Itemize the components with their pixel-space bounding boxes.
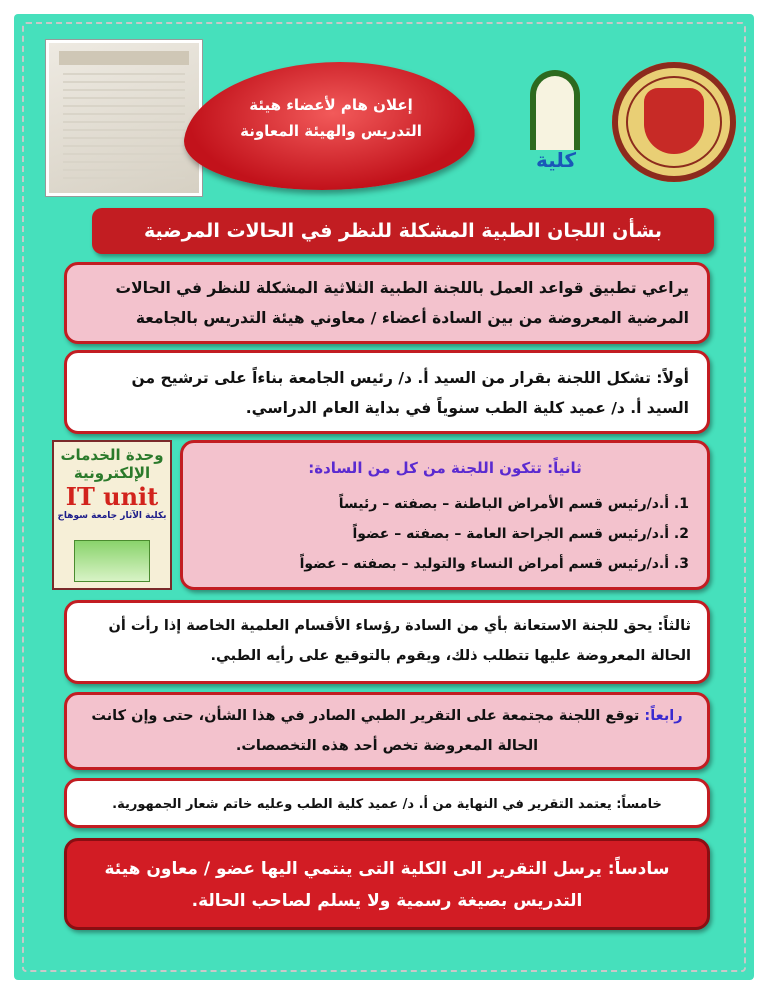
first-clause: أولاً: تشكل اللجنة بقرار من السيد أ. د/ رئيس الجامعة بناءاً على ترشيح من السيد أ. د/ عميد كلية الطب سنوياً في بداية العام الدراسي. [64, 350, 710, 434]
unit-line-3: IT unit [65, 482, 159, 511]
second-heading: ثانياً: تتكون اللجنة من كل من السادة: [308, 459, 582, 477]
second-clause [180, 440, 710, 590]
subtitle-text: بشأن اللجان الطبية المشكلة للنظر في الحالات المرضية [143, 220, 662, 242]
fourth-text: توقع اللجنة مجتمعة على التقرير الطبي الصادر في هذا الشأن، حتى وإن كانت الحالة المعروضة تخص أحد هذه التخصصات. [91, 708, 640, 754]
document-photo [46, 40, 202, 196]
it-unit-logo [52, 440, 172, 590]
list-item: 1. أ.د/رئيس قسم الأمراض الباطنة – بصفته – رئيساً [338, 496, 689, 512]
third-clause: ثالثاً: يحق للجنة الاستعانة بأي من السادة رؤساء الأقسام العلمية الخاصة إذا رأت أن الحالة المعروضة عليها تتطلب ذلك، ويقوم بالتوقيع على رأيه الطبي. [64, 600, 710, 684]
college-logo-text: كلية [535, 148, 577, 172]
college-logo [520, 70, 592, 180]
unit-line-2: الإلكترونية [73, 464, 151, 482]
banner-line-1: إعلان هام لأعضاء هيئة [249, 96, 413, 114]
list-item: 3. أ.د/رئيس قسم أمراض النساء والتوليد – بصفته – عضواً [299, 556, 689, 572]
unit-line-4: بكلية الآثار جامعة سوهاج [57, 511, 167, 521]
fourth-clause [64, 692, 710, 770]
announcement-banner [186, 62, 476, 190]
sixth-clause: سادساً: يرسل التقرير الى الكلية التى ينتمي اليها عضو / معاون هيئة التدريس بصيغة رسمية ولا يسلم لصاحب الحالة. [64, 838, 710, 930]
banner-line-2: التدريس والهيئة المعاونة [240, 122, 422, 140]
university-logo [612, 62, 736, 182]
fifth-clause: خامساً: يعتمد التقرير في النهاية من أ. د/ عميد كلية الطب وعليه خاتم شعار الجمهورية. [64, 778, 710, 828]
subtitle-bar [92, 208, 714, 254]
unit-photo [74, 540, 150, 582]
list-item: 2. أ.د/رئيس قسم الجراحة العامة – بصفته – عضواً [352, 526, 689, 542]
fourth-lead: رابعاً: [644, 708, 683, 724]
intro-box: يراعي تطبيق قواعد العمل باللجنة الطبية الثلاثية المشكلة للنظر في الحالات المرضية المعروضة من بين السادة أعضاء / معاوني هيئة التدريس بالجامعة [64, 262, 710, 344]
unit-line-1: وحدة الخدمات [60, 446, 164, 464]
